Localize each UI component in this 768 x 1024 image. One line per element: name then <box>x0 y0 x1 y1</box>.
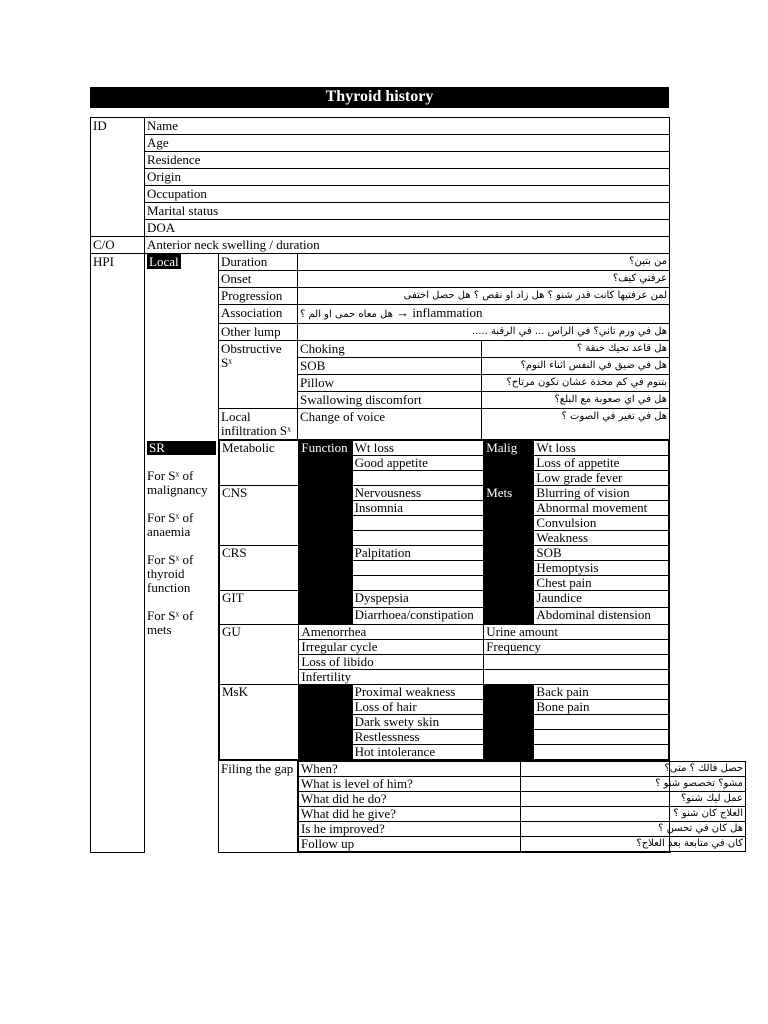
id-field-age: Age <box>145 135 670 152</box>
gap-section <box>298 761 743 853</box>
msk-mets-block <box>484 685 534 760</box>
pillow-question: بتنوم في كم مخدة عشان تكون مرتاح؟ <box>482 375 670 392</box>
history-form <box>90 117 743 853</box>
id-field-marital-status: Marital status <box>145 203 670 220</box>
cns-label: CNS <box>220 486 299 546</box>
id-label: ID <box>91 118 145 237</box>
swallowing-label: Swallowing discomfort <box>298 392 482 409</box>
metabolic-func-3 <box>352 471 484 486</box>
cns-mets-3: Convulsion <box>534 516 669 531</box>
gap-question-give: What did he give? <box>299 807 521 822</box>
git-mets-1: Jaundice <box>534 591 669 608</box>
hpi-label: HPI <box>91 254 145 853</box>
gu-left-3: Loss of libido <box>299 655 484 670</box>
sr-note-mets: For Sˣ of mets <box>147 607 194 637</box>
hpi-other-lump-question: هل في ورم تاني؟ في الراس ... في الرقبة ..... <box>298 324 670 341</box>
msk-function-block <box>299 685 352 760</box>
git-mets-2: Abdominal distension <box>534 608 669 625</box>
sr-notes-cell <box>145 440 219 853</box>
page <box>90 87 743 853</box>
id-field-occupation: Occupation <box>145 186 670 203</box>
crs-label: CRS <box>220 546 299 591</box>
co-text: Anterior neck swelling / duration <box>145 237 670 254</box>
arrow-right-icon: → <box>396 305 413 320</box>
swallowing-question: هل في اي صعوبة مع البلع؟ <box>482 392 670 409</box>
id-field-doa: DOA <box>145 220 670 237</box>
sob-question: هل في ضيق في النفس اثناء النوم؟ <box>482 358 670 375</box>
hpi-association-question <box>298 305 670 324</box>
hpi-onset-label: Onset <box>219 271 298 288</box>
gap-arabic-did: عمل ليك شنو؟ <box>521 792 746 807</box>
gap-table <box>298 761 746 852</box>
git-func-2: Diarrhoea/constipation <box>352 608 484 625</box>
sob-label: SOB <box>298 358 482 375</box>
gap-arabic-follow-up: كان في متابعة بعد العلاج؟ <box>521 837 746 852</box>
gu-left-1: Amenorrhea <box>299 625 484 640</box>
crs-mets-2: Hemoptysis <box>534 561 669 576</box>
gu-right-3 <box>484 655 669 670</box>
sr-systems-table <box>219 440 669 760</box>
local-label: Local <box>149 254 179 269</box>
gap-question-did: What did he do? <box>299 792 521 807</box>
association-arabic: هل معاه حمى او الم ؟ <box>300 309 393 320</box>
document-title: Thyroid history <box>90 87 669 108</box>
gap-question-level: What is level of him? <box>299 777 521 792</box>
crs-func-1: Palpitation <box>352 546 484 561</box>
cns-function-block <box>299 486 352 546</box>
cns-mets-1: Blurring of vision <box>534 486 669 501</box>
git-label: GIT <box>220 591 299 625</box>
gap-arabic-improved: هل كان في تحسن ؟ <box>521 822 746 837</box>
crs-func-2 <box>352 561 484 576</box>
crs-func-3 <box>352 576 484 591</box>
co-label: C/O <box>91 237 145 254</box>
gap-question-follow-up: Follow up <box>299 837 521 852</box>
msk-mets-2: Bone pain <box>534 700 669 715</box>
gap-arabic-level: مشو؟ تخصصو شنو ؟ <box>521 777 746 792</box>
cns-mets-4: Weakness <box>534 531 669 546</box>
sr-note-anaemia: For Sˣ of anaemia <box>147 509 194 539</box>
function-label: Function <box>299 441 352 486</box>
sr-note-malignancy: For Sˣ of malignancy <box>147 467 208 497</box>
msk-mets-5 <box>534 745 669 760</box>
msk-func-2: Loss of hair <box>352 700 484 715</box>
gap-arabic-when: حصل فالك ؟ متى؟ <box>521 762 746 777</box>
msk-func-4: Restlessness <box>352 730 484 745</box>
malig-label: Malig <box>484 441 534 486</box>
crs-mets-1: SOB <box>534 546 669 561</box>
id-field-origin: Origin <box>145 169 670 186</box>
msk-mets-3 <box>534 715 669 730</box>
metabolic-malig-3: Low grade fever <box>534 471 669 486</box>
choking-label: Choking <box>298 341 482 358</box>
sr-systems <box>219 440 670 761</box>
sr-label: SR <box>147 441 216 455</box>
crs-mets-3: Chest pain <box>534 576 669 591</box>
hpi-duration-label: Duration <box>219 254 298 271</box>
metabolic-label: Metabolic <box>220 441 299 486</box>
local-infiltration-label: Local infiltration Sˣ <box>219 409 298 440</box>
hpi-duration-question: من بتين؟ <box>298 254 670 271</box>
metabolic-func-1: Wt loss <box>352 441 484 456</box>
mets-label: Mets <box>484 486 534 546</box>
gu-right-4 <box>484 670 669 685</box>
crs-mets-block <box>484 546 534 591</box>
msk-func-1: Proximal weakness <box>352 685 484 700</box>
hpi-association-label: Association <box>219 305 298 324</box>
metabolic-malig-2: Loss of appetite <box>534 456 669 471</box>
association-english: inflammation <box>412 305 483 320</box>
msk-func-3: Dark swety skin <box>352 715 484 730</box>
hpi-progression-label: Progression <box>219 288 298 305</box>
change-of-voice-label: Change of voice <box>298 409 482 440</box>
hpi-onset-question: عرفتي كيف؟ <box>298 271 670 288</box>
gap-label: Filing the gap <box>219 761 298 853</box>
change-of-voice-question: هل في تغير في الصوت ؟ <box>482 409 670 440</box>
cns-func-2: Insomnia <box>352 501 484 516</box>
metabolic-malig-1: Wt loss <box>534 441 669 456</box>
gu-right-2: Frequency <box>484 640 669 655</box>
cns-func-4 <box>352 531 484 546</box>
sr-note-thyroid-function: For Sˣ of thyroid function <box>147 551 194 595</box>
gu-label: GU <box>220 625 299 685</box>
hpi-other-lump-label: Other lump <box>219 324 298 341</box>
msk-label: MsK <box>220 685 299 760</box>
git-mets-block <box>484 591 534 625</box>
pillow-label: Pillow <box>298 375 482 392</box>
hpi-progression-question: لمن عرفتيها كانت قدر شنو ؟ هل زاد او نقص ؟ هل حصل اختفى <box>298 288 670 305</box>
git-function-block <box>299 591 352 625</box>
msk-mets-1: Back pain <box>534 685 669 700</box>
id-field-residence: Residence <box>145 152 670 169</box>
gu-left-2: Irregular cycle <box>299 640 484 655</box>
gap-question-improved: Is he improved? <box>299 822 521 837</box>
metabolic-func-2: Good appetite <box>352 456 484 471</box>
obstructive-label: Obstructive Sˣ <box>219 341 298 409</box>
cns-func-1: Nervousness <box>352 486 484 501</box>
gap-question-when: When? <box>299 762 521 777</box>
msk-mets-4 <box>534 730 669 745</box>
cns-mets-2: Abnormal movement <box>534 501 669 516</box>
choking-question: هل قاعد تحيك خنقة ؟ <box>482 341 670 358</box>
id-field-name: Name <box>145 118 670 135</box>
gu-right-1: Urine amount <box>484 625 669 640</box>
git-func-1: Dyspepsia <box>352 591 484 608</box>
msk-func-5: Hot intolerance <box>352 745 484 760</box>
gu-left-4: Infertility <box>299 670 484 685</box>
gap-arabic-give: العلاج كان شنو ؟ <box>521 807 746 822</box>
crs-function-block <box>299 546 352 591</box>
cns-func-3 <box>352 516 484 531</box>
